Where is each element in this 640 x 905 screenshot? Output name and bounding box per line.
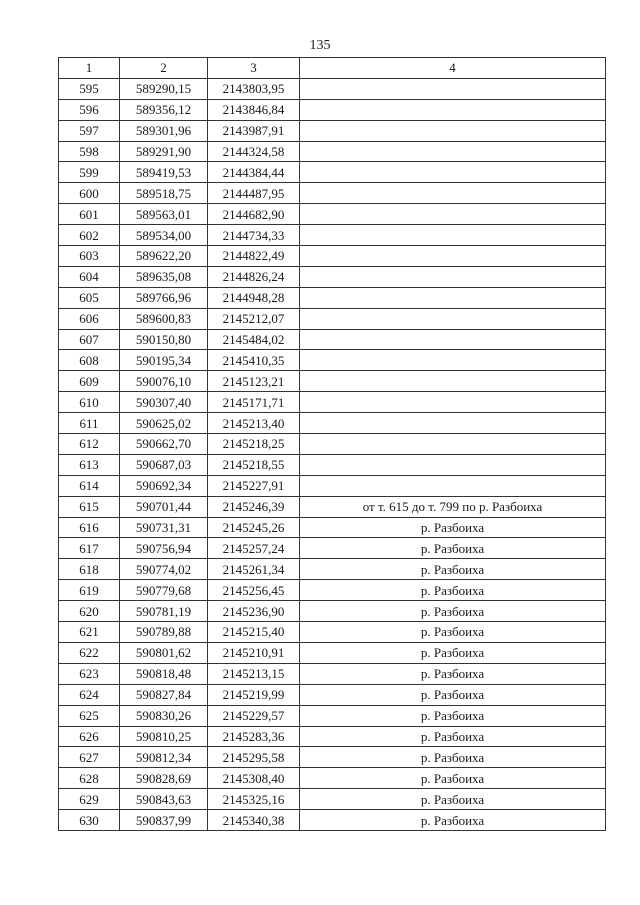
point-number-cell: 608 xyxy=(59,350,120,371)
point-number-cell: 613 xyxy=(59,454,120,475)
table-row xyxy=(59,287,606,308)
y-coordinate-cell: 2144487,95 xyxy=(208,183,300,204)
point-number-cell: 617 xyxy=(59,538,120,559)
x-coordinate-cell: 590195,34 xyxy=(120,350,208,371)
x-coordinate-cell: 590076,10 xyxy=(120,371,208,392)
x-coordinate-cell: 590812,34 xyxy=(120,747,208,768)
x-coordinate-cell: 590828,69 xyxy=(120,768,208,789)
table-row xyxy=(59,371,606,392)
y-coordinate-cell: 2143987,91 xyxy=(208,120,300,141)
description-cell xyxy=(300,371,606,392)
point-number-cell: 616 xyxy=(59,517,120,538)
y-coordinate-cell: 2144682,90 xyxy=(208,204,300,225)
point-number-cell: 627 xyxy=(59,747,120,768)
description-cell: от т. 615 до т. 799 по р. Разбоиха xyxy=(300,496,606,517)
point-number-cell: 622 xyxy=(59,642,120,663)
y-coordinate-cell: 2145213,15 xyxy=(208,663,300,684)
x-coordinate-cell: 589356,12 xyxy=(120,99,208,120)
table-row xyxy=(59,538,606,559)
y-coordinate-cell: 2145210,91 xyxy=(208,642,300,663)
y-coordinate-cell: 2145215,40 xyxy=(208,622,300,643)
point-number-cell: 612 xyxy=(59,434,120,455)
point-number-cell: 629 xyxy=(59,789,120,810)
table-row xyxy=(59,204,606,225)
point-number-cell: 610 xyxy=(59,392,120,413)
point-number-cell: 620 xyxy=(59,601,120,622)
point-number-cell: 630 xyxy=(59,810,120,831)
point-number-cell: 624 xyxy=(59,684,120,705)
column-header-3: 3 xyxy=(208,58,300,79)
table-header-row xyxy=(59,58,606,79)
y-coordinate-cell: 2145227,91 xyxy=(208,475,300,496)
x-coordinate-cell: 589563,01 xyxy=(120,204,208,225)
x-coordinate-cell: 589290,15 xyxy=(120,78,208,99)
x-coordinate-cell: 589622,20 xyxy=(120,246,208,267)
x-coordinate-cell: 590837,99 xyxy=(120,810,208,831)
description-cell xyxy=(300,392,606,413)
description-cell xyxy=(300,183,606,204)
table-row xyxy=(59,475,606,496)
y-coordinate-cell: 2144826,24 xyxy=(208,266,300,287)
description-cell: р. Разбоиха xyxy=(300,747,606,768)
description-cell: р. Разбоиха xyxy=(300,642,606,663)
description-cell xyxy=(300,225,606,246)
table-row xyxy=(59,434,606,455)
table-row xyxy=(59,684,606,705)
x-coordinate-cell: 590810,25 xyxy=(120,726,208,747)
description-cell xyxy=(300,78,606,99)
column-header-1: 1 xyxy=(59,58,120,79)
x-coordinate-cell: 589291,90 xyxy=(120,141,208,162)
x-coordinate-cell: 590692,34 xyxy=(120,475,208,496)
y-coordinate-cell: 2144822,49 xyxy=(208,246,300,267)
table-row xyxy=(59,183,606,204)
y-coordinate-cell: 2145212,07 xyxy=(208,308,300,329)
table-row xyxy=(59,120,606,141)
y-coordinate-cell: 2144948,28 xyxy=(208,287,300,308)
description-cell: р. Разбоиха xyxy=(300,705,606,726)
page-number: 135 xyxy=(309,38,331,53)
x-coordinate-cell: 590756,94 xyxy=(120,538,208,559)
description-cell: р. Разбоиха xyxy=(300,663,606,684)
x-coordinate-cell: 589534,00 xyxy=(120,225,208,246)
table-row xyxy=(59,350,606,371)
table-row xyxy=(59,162,606,183)
x-coordinate-cell: 589766,96 xyxy=(120,287,208,308)
description-cell xyxy=(300,454,606,475)
description-cell xyxy=(300,329,606,350)
x-coordinate-cell: 590731,31 xyxy=(120,517,208,538)
y-coordinate-cell: 2145256,45 xyxy=(208,580,300,601)
x-coordinate-cell: 590625,02 xyxy=(120,413,208,434)
description-cell: р. Разбоиха xyxy=(300,580,606,601)
table-row xyxy=(59,642,606,663)
description-cell: р. Разбоиха xyxy=(300,538,606,559)
x-coordinate-cell: 590830,26 xyxy=(120,705,208,726)
x-coordinate-cell: 590307,40 xyxy=(120,392,208,413)
table-row xyxy=(59,747,606,768)
x-coordinate-cell: 589419,53 xyxy=(120,162,208,183)
table-body xyxy=(59,78,606,830)
point-number-cell: 621 xyxy=(59,622,120,643)
description-cell: р. Разбоиха xyxy=(300,789,606,810)
description-cell xyxy=(300,266,606,287)
point-number-cell: 599 xyxy=(59,162,120,183)
table-row xyxy=(59,580,606,601)
description-cell xyxy=(300,99,606,120)
point-number-cell: 614 xyxy=(59,475,120,496)
x-coordinate-cell: 590818,48 xyxy=(120,663,208,684)
description-cell: р. Разбоиха xyxy=(300,517,606,538)
y-coordinate-cell: 2145219,99 xyxy=(208,684,300,705)
point-number-cell: 626 xyxy=(59,726,120,747)
description-cell: р. Разбоиха xyxy=(300,726,606,747)
description-cell: р. Разбоиха xyxy=(300,684,606,705)
table-row xyxy=(59,392,606,413)
y-coordinate-cell: 2145295,58 xyxy=(208,747,300,768)
x-coordinate-cell: 590801,62 xyxy=(120,642,208,663)
y-coordinate-cell: 2145325,16 xyxy=(208,789,300,810)
description-cell: р. Разбоиха xyxy=(300,622,606,643)
y-coordinate-cell: 2145283,36 xyxy=(208,726,300,747)
point-number-cell: 602 xyxy=(59,225,120,246)
x-coordinate-cell: 590781,19 xyxy=(120,601,208,622)
y-coordinate-cell: 2145246,39 xyxy=(208,496,300,517)
table-row xyxy=(59,266,606,287)
x-coordinate-cell: 589600,83 xyxy=(120,308,208,329)
point-number-cell: 618 xyxy=(59,559,120,580)
y-coordinate-cell: 2145257,24 xyxy=(208,538,300,559)
table-row xyxy=(59,246,606,267)
y-coordinate-cell: 2145245,26 xyxy=(208,517,300,538)
x-coordinate-cell: 590774,02 xyxy=(120,559,208,580)
table-row xyxy=(59,663,606,684)
x-coordinate-cell: 589518,75 xyxy=(120,183,208,204)
point-number-cell: 600 xyxy=(59,183,120,204)
x-coordinate-cell: 590779,68 xyxy=(120,580,208,601)
x-coordinate-cell: 590150,80 xyxy=(120,329,208,350)
point-number-cell: 595 xyxy=(59,78,120,99)
y-coordinate-cell: 2145484,02 xyxy=(208,329,300,350)
table-row xyxy=(59,496,606,517)
point-number-cell: 606 xyxy=(59,308,120,329)
x-coordinate-cell: 590687,03 xyxy=(120,454,208,475)
description-cell: р. Разбоиха xyxy=(300,768,606,789)
x-coordinate-cell: 589635,08 xyxy=(120,266,208,287)
y-coordinate-cell: 2144734,33 xyxy=(208,225,300,246)
description-cell xyxy=(300,413,606,434)
column-header-4: 4 xyxy=(300,58,606,79)
point-number-cell: 605 xyxy=(59,287,120,308)
point-number-cell: 623 xyxy=(59,663,120,684)
description-cell xyxy=(300,434,606,455)
table-row xyxy=(59,141,606,162)
table-row xyxy=(59,601,606,622)
point-number-cell: 628 xyxy=(59,768,120,789)
y-coordinate-cell: 2145218,25 xyxy=(208,434,300,455)
table-row xyxy=(59,705,606,726)
point-number-cell: 598 xyxy=(59,141,120,162)
x-coordinate-cell: 589301,96 xyxy=(120,120,208,141)
point-number-cell: 611 xyxy=(59,413,120,434)
column-header-2: 2 xyxy=(120,58,208,79)
description-cell xyxy=(300,162,606,183)
table-row xyxy=(59,622,606,643)
point-number-cell: 619 xyxy=(59,580,120,601)
y-coordinate-cell: 2145236,90 xyxy=(208,601,300,622)
table-row xyxy=(59,225,606,246)
point-number-cell: 603 xyxy=(59,246,120,267)
point-number-cell: 604 xyxy=(59,266,120,287)
table-row xyxy=(59,329,606,350)
point-number-cell: 625 xyxy=(59,705,120,726)
y-coordinate-cell: 2145171,71 xyxy=(208,392,300,413)
x-coordinate-cell: 590789,88 xyxy=(120,622,208,643)
y-coordinate-cell: 2145340,38 xyxy=(208,810,300,831)
description-cell: р. Разбоиха xyxy=(300,559,606,580)
y-coordinate-cell: 2143803,95 xyxy=(208,78,300,99)
table-row xyxy=(59,413,606,434)
table-row xyxy=(59,726,606,747)
x-coordinate-cell: 590843,63 xyxy=(120,789,208,810)
table-row xyxy=(59,559,606,580)
table-row xyxy=(59,768,606,789)
table-row xyxy=(59,810,606,831)
point-number-cell: 601 xyxy=(59,204,120,225)
table-row xyxy=(59,789,606,810)
y-coordinate-cell: 2145218,55 xyxy=(208,454,300,475)
description-cell: р. Разбоиха xyxy=(300,601,606,622)
point-number-cell: 615 xyxy=(59,496,120,517)
y-coordinate-cell: 2143846,84 xyxy=(208,99,300,120)
description-cell xyxy=(300,120,606,141)
table-row xyxy=(59,308,606,329)
point-number-cell: 607 xyxy=(59,329,120,350)
description-cell xyxy=(300,246,606,267)
description-cell xyxy=(300,308,606,329)
y-coordinate-cell: 2145123,21 xyxy=(208,371,300,392)
table-row xyxy=(59,517,606,538)
x-coordinate-cell: 590701,44 xyxy=(120,496,208,517)
table-row xyxy=(59,78,606,99)
description-cell xyxy=(300,287,606,308)
y-coordinate-cell: 2145308,40 xyxy=(208,768,300,789)
coordinates-table xyxy=(58,57,606,831)
y-coordinate-cell: 2145410,35 xyxy=(208,350,300,371)
description-cell xyxy=(300,141,606,162)
y-coordinate-cell: 2145229,57 xyxy=(208,705,300,726)
y-coordinate-cell: 2145213,40 xyxy=(208,413,300,434)
x-coordinate-cell: 590662,70 xyxy=(120,434,208,455)
y-coordinate-cell: 2144384,44 xyxy=(208,162,300,183)
description-cell xyxy=(300,475,606,496)
description-cell xyxy=(300,204,606,225)
x-coordinate-cell: 590827,84 xyxy=(120,684,208,705)
description-cell: р. Разбоиха xyxy=(300,810,606,831)
point-number-cell: 609 xyxy=(59,371,120,392)
y-coordinate-cell: 2145261,34 xyxy=(208,559,300,580)
y-coordinate-cell: 2144324,58 xyxy=(208,141,300,162)
table-row xyxy=(59,99,606,120)
table-row xyxy=(59,454,606,475)
point-number-cell: 597 xyxy=(59,120,120,141)
description-cell xyxy=(300,350,606,371)
point-number-cell: 596 xyxy=(59,99,120,120)
